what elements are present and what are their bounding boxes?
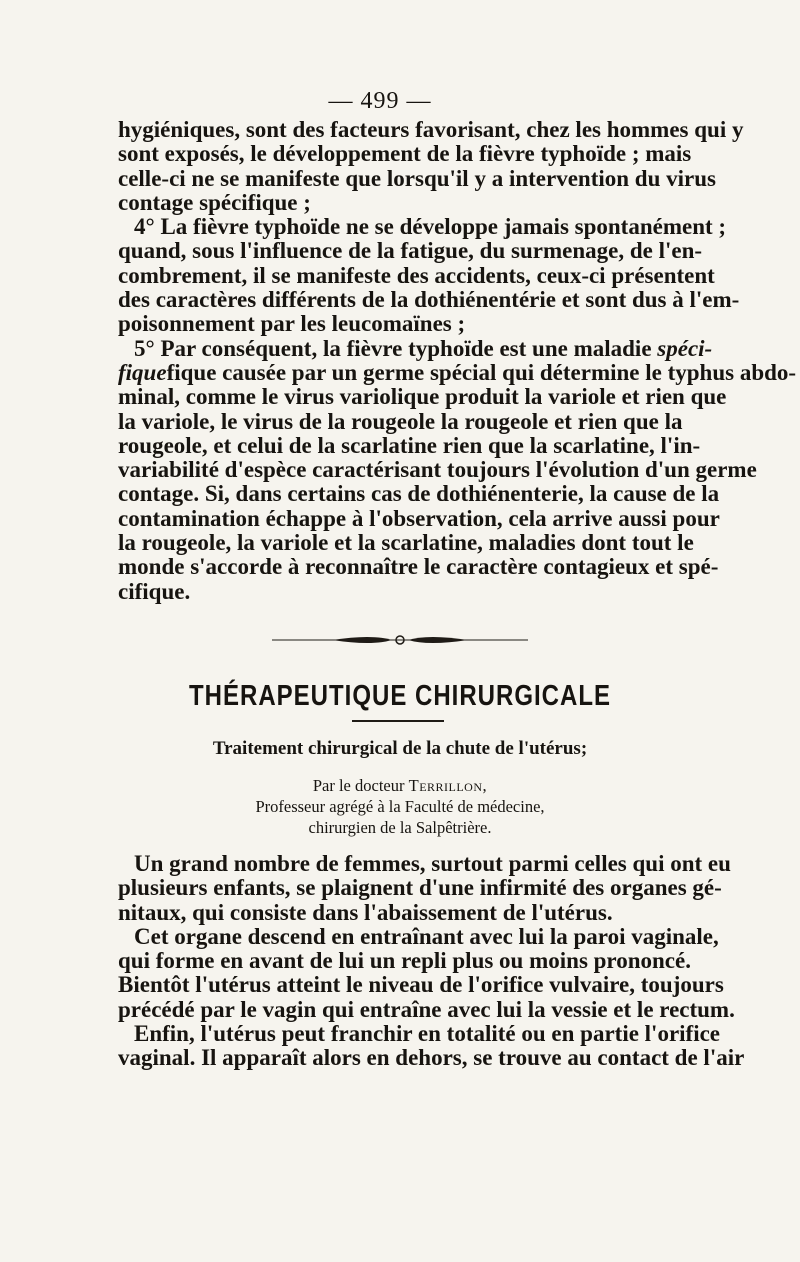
text-line-with-italic — [118, 335, 713, 361]
text-line: monde s'accorde à reconnaître le caractère contagieux et spé- — [118, 554, 719, 580]
text-segment: fique causée par un germe spécial qui détermine le typhus abdo- — [166, 359, 797, 385]
text-line: sont exposés, le développement de la fièvre typhoïde ; mais — [118, 141, 692, 167]
italic-word: spéci- — [657, 335, 713, 361]
byline-author — [0, 776, 800, 796]
author-name: Terrillon, — [408, 776, 488, 795]
text-line: Un grand nombre de femmes, surtout parmi celles qui ont eu — [134, 851, 731, 876]
heading-rule — [352, 720, 444, 722]
text-line: vaginal. Il apparaît alors en dehors, se trouve au contact de l'air — [118, 1045, 745, 1071]
text-line: celle-ci ne se manifeste que lorsqu'il y a intervention du virus — [118, 165, 716, 191]
text-line: combrement, il se manifeste des accidents, ceux-ci présentent — [118, 262, 715, 288]
article-title: Traitement chirurgical de la chute de l'utérus; — [212, 738, 588, 759]
text-line: qui forme en avant de lui un repli plus ou moins prononcé. — [118, 948, 691, 974]
page-number: — 499 — — [328, 88, 432, 114]
text-line: plusieurs enfants, se plaignent d'une infirmité des organes gé- — [118, 875, 722, 901]
text-line-with-italic — [118, 359, 797, 385]
body-text-section-2 — [118, 851, 745, 1071]
text-line: rougeole, et celui de la scarlatine rien que la scarlatine, l'in- — [118, 432, 701, 458]
text-line: hygiéniques, sont des facteurs favorisant, chez les hommes qui y — [118, 117, 744, 142]
text-line: variabilité d'espèce caractérisant toujours l'évolution d'un germe — [118, 457, 757, 483]
section-heading: THÉRAPEUTIQUE CHIRURGICALE — [188, 680, 611, 712]
text-line: Cet organe descend en entraînant avec lui la paroi vaginale, — [134, 923, 719, 949]
body-text-section-1 — [118, 117, 797, 604]
text-line: Bientôt l'utérus atteint le niveau de l'orifice vulvaire, toujours — [118, 972, 724, 998]
text-line: des caractères différents de la dothiénentérie et sont dus à l'em- — [118, 287, 740, 313]
ornament-divider — [272, 632, 528, 648]
text-line: contamination échappe à l'observation, cela arrive aussi pour — [118, 505, 720, 531]
text-segment: 5° Par conséquent, la fièvre typhoïde est une maladie — [134, 335, 658, 361]
text-line: Enfin, l'utérus peut franchir en totalité ou en partie l'orifice — [134, 1021, 721, 1047]
byline-prefix: Par le docteur — [312, 776, 409, 795]
text-line: contage. Si, dans certains cas de dothiénenterie, la cause de la — [118, 481, 720, 507]
text-line: 4° La fièvre typhoïde ne se développe jamais spontanément ; — [134, 214, 727, 240]
text-line: minal, comme le virus variolique produit la variole et rien que — [118, 384, 727, 410]
text-line: précédé par le vagin qui entraîne avec lui la vessie et le rectum. — [118, 996, 735, 1022]
text-line: cifique. — [118, 578, 191, 604]
text-line: contage spécifique ; — [118, 189, 311, 215]
byline-title: Professeur agrégé à la Faculté de médecine, — [255, 797, 545, 816]
text-line: la variole, le virus de la rougeole la rougeole et rien que la — [118, 408, 683, 434]
text-line: quand, sous l'influence de la fatigue, du surmenage, de l'en- — [118, 238, 703, 264]
text-line: nitaux, qui consiste dans l'abaissement de l'utérus. — [118, 899, 613, 925]
text-line: poisonnement par les leucomaïnes ; — [118, 311, 466, 337]
text-line: la rougeole, la variole et la scarlatine, maladies dont tout le — [118, 530, 694, 556]
italic-word: fique — [118, 359, 167, 385]
byline-affiliation: chirurgien de la Salpêtrière. — [308, 818, 492, 837]
